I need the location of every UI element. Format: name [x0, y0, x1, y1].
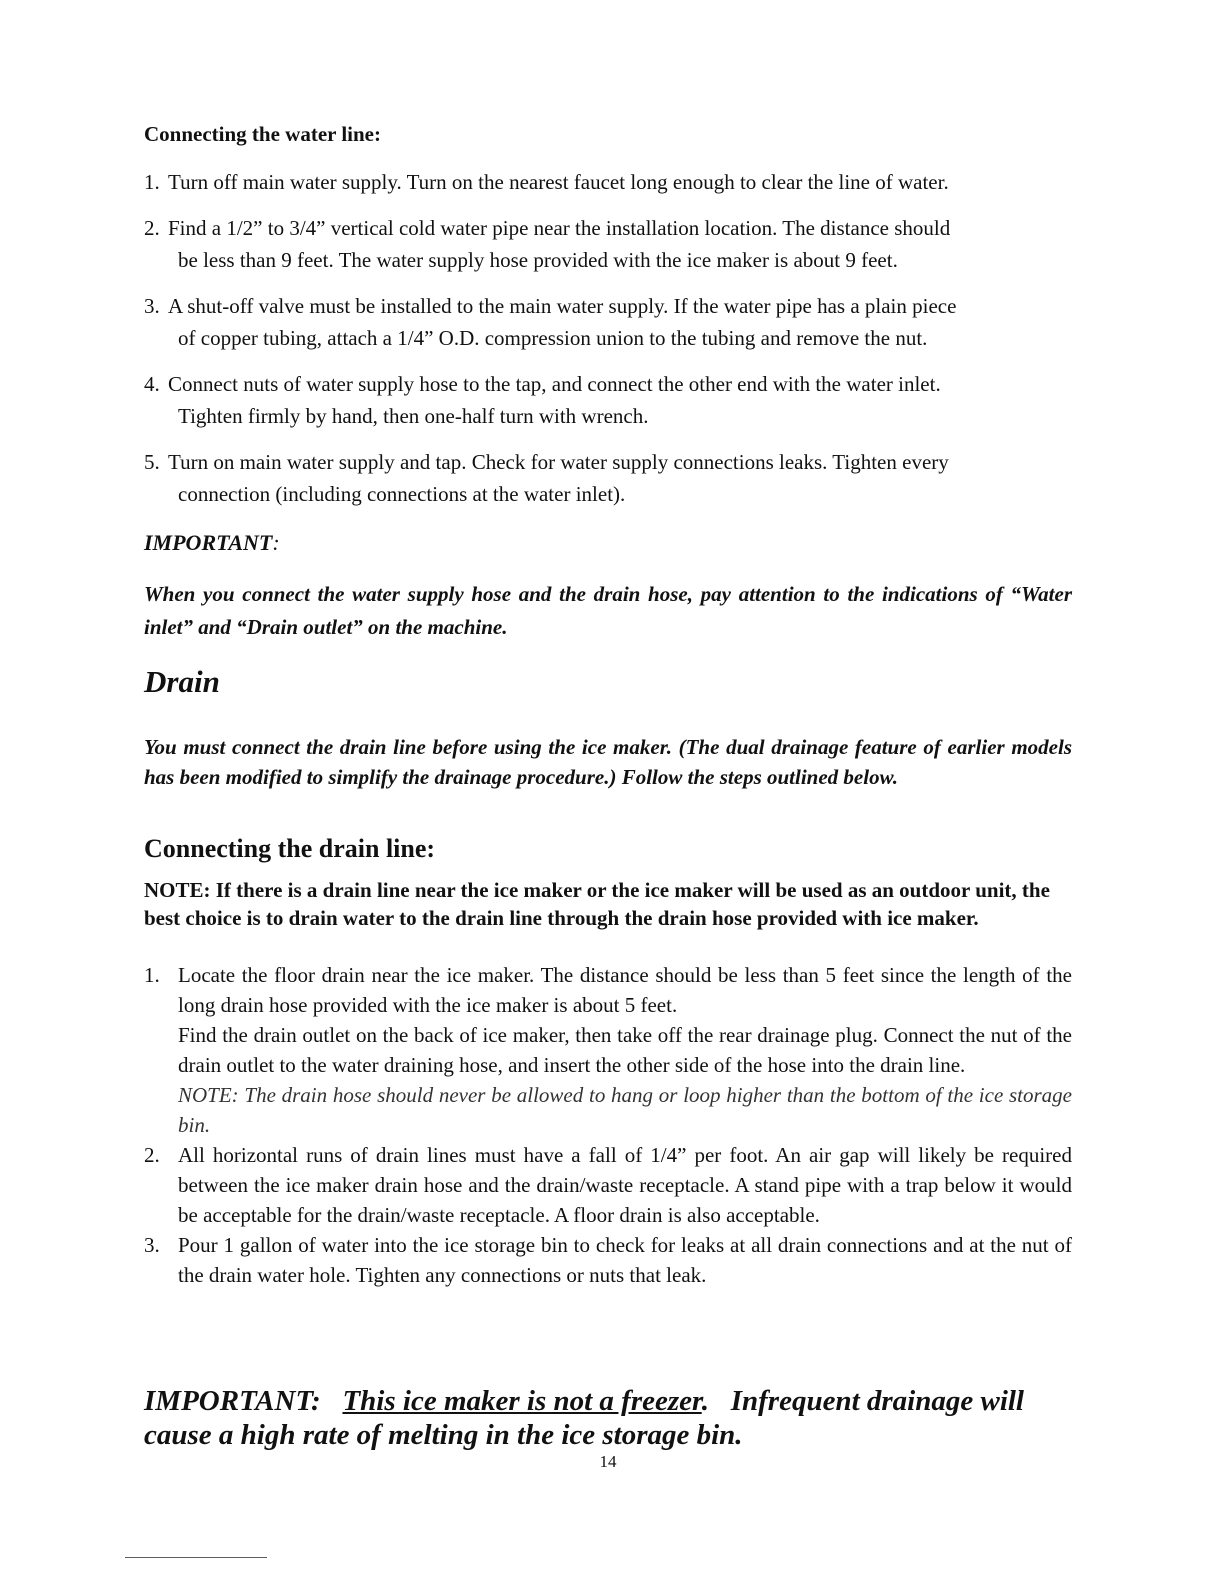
list-item — [144, 446, 1072, 510]
important-text: When you connect the water supply hose and the drain hose, pay attention to the indications of “Water inlet” and “Drain outlet” on the machine. — [144, 582, 1072, 639]
step-number: 1. — [144, 170, 160, 194]
important-label-colon: : — [272, 530, 280, 555]
important-warning-text: Infrequent drainage will cause a high rate of melting in the ice storage bin. — [144, 1385, 1024, 1451]
list-item — [144, 166, 1072, 198]
drain-heading: Drain — [144, 664, 220, 699]
step-number: 2. — [144, 216, 160, 240]
step-text: Find a 1/2” to 3/4” vertical cold water pipe near the installation location. The distance should — [168, 216, 951, 240]
list-item — [144, 368, 1072, 432]
step-note: NOTE: The drain hose should never be allowed to hang or loop higher than the bottom of the ice storage bin. — [178, 1083, 1072, 1137]
step-number: 3. — [144, 1233, 160, 1257]
step-text-continued: of copper tubing, attach a 1/4” O.D. compression union to the tubing and remove the nut. — [178, 326, 928, 350]
drain-intro: You must connect the drain line before using the ice maker. (The dual drainage feature of earlier models has been modified to simplify the drainage procedure.) Follow the steps outlined below. — [144, 735, 1072, 789]
step-text: A shut-off valve must be installed to the main water supply. If the water pipe has a plain piece — [168, 294, 957, 318]
step-text: Find the drain outlet on the back of ice maker, then take off the rear drainage plug. Connect the nut of the drain outlet to the water draining hose, and insert the other side of the hose into the drain line. — [178, 1023, 1072, 1077]
step-text: Turn on main water supply and tap. Check for water supply connections leaks. Tighten every — [168, 450, 949, 474]
important-label-text: IMPORTANT — [144, 530, 273, 555]
step-text: Locate the floor drain near the ice maker. The distance should be less than 5 feet since the length of the long drain hose provided with the ice maker is about 5 feet. — [178, 963, 1072, 1017]
step-text-continued: Tighten firmly by hand, then one-half turn with wrench. — [178, 404, 649, 428]
step-text: Turn off main water supply. Turn on the nearest faucet long enough to clear the line of water. — [168, 170, 949, 194]
step-number: 5. — [144, 450, 160, 474]
water-line-steps — [144, 166, 1072, 524]
step-number: 2. — [144, 1143, 160, 1167]
list-item — [144, 1140, 1072, 1230]
page-number: 14 — [599, 1452, 617, 1471]
list-item — [144, 290, 1072, 354]
step-text: All horizontal runs of drain lines must have a fall of 1/4” per foot. An air gap will likely be required between the ice maker drain hose and the drain/waste receptacle. A stand pipe with a trap below it would be acceptable for the drain/waste receptacle. A floor drain is also acceptable. — [178, 1143, 1072, 1227]
important-warning — [144, 1384, 1084, 1452]
important-label — [144, 530, 280, 556]
list-item — [144, 1230, 1072, 1290]
step-number: 3. — [144, 294, 160, 318]
step-text-continued: be less than 9 feet. The water supply hose provided with the ice maker is about 9 feet. — [178, 248, 898, 272]
important-warning-period: . — [701, 1385, 709, 1417]
step-text-continued: connection (including connections at the water inlet). — [178, 482, 626, 506]
drain-line-heading: Connecting the drain line: — [144, 834, 436, 863]
footer-rule — [125, 1557, 267, 1558]
drain-note: NOTE: If there is a drain line near the ice maker or the ice maker will be used as an outdoor unit, the best choice is to drain water to the drain line through the drain hose provided with ice maker. — [144, 878, 1050, 930]
important-warning-underlined: This ice maker is not a freezer — [342, 1385, 702, 1417]
step-number: 4. — [144, 372, 160, 396]
drain-line-steps — [144, 960, 1072, 1290]
list-item — [144, 960, 1072, 1140]
important-warning-label: IMPORTANT: — [144, 1385, 321, 1417]
list-item — [144, 212, 1072, 276]
step-number: 1. — [144, 963, 160, 987]
step-text: Connect nuts of water supply hose to the tap, and connect the other end with the water inlet. — [168, 372, 941, 396]
step-text: Pour 1 gallon of water into the ice storage bin to check for leaks at all drain connections and at the nut of the drain water hole. Tighten any connections or nuts that leak. — [178, 1233, 1072, 1287]
water-line-heading: Connecting the water line: — [144, 122, 381, 146]
